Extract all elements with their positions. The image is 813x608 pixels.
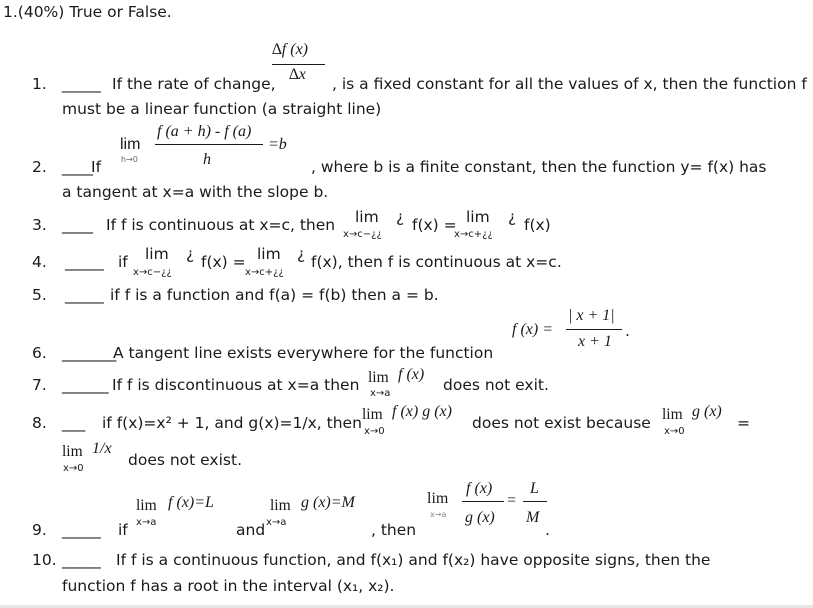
question-4-text-c: f(x), then f is continuous at x=c.: [311, 253, 562, 271]
question-1-blank[interactable]: _____: [62, 75, 101, 93]
question-7-text-b: does not exit.: [443, 376, 549, 394]
question-4-blank[interactable]: _____: [65, 253, 104, 271]
q9-expr-1: f (x)=L: [168, 494, 214, 511]
q8-lim-2: lim: [662, 406, 683, 423]
q9-lim-2-subscript: x→a: [266, 517, 287, 528]
question-5-blank[interactable]: _____: [65, 286, 104, 304]
q6-fraction-bar: [566, 329, 622, 330]
question-3-text-a: If f is continuous at x=c, then: [106, 216, 336, 234]
q4-lim-2-subscript: x→c+¿¿: [245, 267, 284, 278]
q4-lim-1-subscript: x→c−¿¿: [133, 267, 172, 278]
question-10-text-a: If f is a continuous function, and f(x₁) and f(x₂) have opposite signs, then the: [116, 551, 711, 569]
q8-lim-3: lim: [62, 443, 83, 460]
question-6-blank[interactable]: _______: [62, 344, 117, 362]
question-1-number: 1.: [32, 75, 47, 93]
question-8-text-d: does not exist.: [128, 451, 242, 469]
q2-fraction-numerator: f (a + h) - f (a): [157, 123, 252, 140]
q9-lim-2: lim: [270, 497, 291, 514]
question-1-text-c: must be a linear function (a straight line): [62, 100, 382, 118]
q3-lim-2-subscript: x→c+¿¿: [454, 229, 493, 240]
question-4-text-b: f(x) =: [201, 253, 246, 271]
question-8-text-a: if f(x)=x² + 1, and g(x)=1/x, then: [102, 414, 362, 432]
q9-equals: =: [506, 492, 517, 509]
q1-fraction-denominator: ∆x: [289, 66, 306, 83]
question-3-text-c: f(x): [524, 216, 551, 234]
q9-lim-3: lim: [427, 490, 449, 507]
q2-fraction-denominator: h: [203, 151, 211, 168]
q2-lim-subscript: h→0: [121, 155, 138, 164]
q3-lim-2: lim: [466, 208, 490, 226]
q2-rhs: =b: [268, 136, 287, 153]
q8-expr-2: g (x): [692, 403, 722, 420]
q9-fraction-numerator: f (x): [466, 480, 493, 497]
question-8-text-b: does not exist because: [472, 414, 651, 432]
q3-glyph-2: ¿: [508, 208, 517, 226]
q1-fraction-bar: [272, 64, 325, 65]
question-3-text-b: f(x) =: [412, 216, 457, 234]
question-3-number: 3.: [32, 216, 47, 234]
q6-fraction-numerator: | x + 1|: [568, 307, 615, 324]
q4-lim-2: lim: [257, 245, 281, 263]
q3-glyph-1: ¿: [396, 208, 405, 226]
question-5-number: 5.: [32, 286, 47, 304]
question-8-text-c: =: [737, 414, 750, 432]
page-title: 1.(40%) True or False.: [3, 3, 172, 21]
question-7-blank[interactable]: ______: [62, 376, 109, 394]
q9-expr-2: g (x)=M: [301, 494, 355, 511]
q8-lim-2-subscript: x→0: [664, 426, 685, 437]
question-9-text-b: and: [236, 521, 266, 539]
q9-rhs-numerator: L: [530, 480, 539, 497]
question-3-blank[interactable]: ____: [62, 216, 93, 234]
q8-lim-1: lim: [362, 406, 383, 423]
q9-lim-1-subscript: x→a: [136, 517, 157, 528]
q7-expr: f (x): [398, 366, 425, 383]
question-7-text-a: If f is discontinuous at x=a then: [112, 376, 360, 394]
q8-expr-1: f (x) g (x): [392, 403, 452, 420]
question-4-number: 4.: [32, 253, 47, 271]
q3-lim-1-subscript: x→c−¿¿: [343, 229, 382, 240]
q4-lim-1: lim: [145, 245, 169, 263]
question-2-text-b: , where b is a finite constant, then the function y= f(x) has: [311, 158, 767, 176]
q7-lim: lim: [368, 369, 389, 386]
question-4-text-a: if: [118, 253, 128, 271]
q9-lim-1: lim: [136, 497, 157, 514]
question-8-number: 8.: [32, 414, 47, 432]
question-2-blank[interactable]: ____: [62, 158, 93, 176]
q6-fraction-denominator: x + 1: [578, 333, 612, 350]
q6-lhs: f (x) =: [512, 321, 553, 338]
q3-lim-1: lim: [355, 208, 379, 226]
question-1-text-b: , is a fixed constant for all the values of x, then the function f: [332, 75, 807, 93]
q9-rhs-bar: [523, 501, 547, 502]
q8-expr-3: 1/x: [92, 440, 112, 457]
q9-lim-3-subscript: x→a: [430, 510, 447, 519]
q9-end: .: [545, 521, 550, 539]
q2-fraction-bar: [155, 144, 263, 145]
question-1-text-a: If the rate of change,: [112, 75, 276, 93]
question-10-blank[interactable]: _____: [62, 551, 101, 569]
question-10-text-b: function f has a root in the interval (x₁, x₂).: [62, 577, 395, 595]
question-9-number: 9.: [32, 521, 47, 539]
question-9-blank[interactable]: _____: [62, 521, 101, 539]
question-2-number: 2.: [32, 158, 47, 176]
question-9-text-c: , then: [371, 521, 417, 539]
q1-fraction-numerator: ∆f (x): [272, 41, 308, 58]
question-5-text-a: if f is a function and f(a) = f(b) then a = b.: [110, 286, 439, 304]
question-2-text-a: If: [91, 158, 102, 176]
question-9-text-a: if: [118, 521, 128, 539]
question-7-number: 7.: [32, 376, 47, 394]
q8-lim-1-subscript: x→0: [364, 426, 385, 437]
q4-glyph-1: ¿: [186, 245, 195, 263]
question-2-text-c: a tangent at x=a with the slope b.: [62, 183, 329, 201]
q6-end: .: [625, 322, 630, 340]
q9-fraction-bar: [462, 501, 504, 502]
q4-glyph-2: ¿: [297, 245, 306, 263]
q9-rhs-denominator: M: [526, 509, 540, 526]
question-6-number: 6.: [32, 344, 47, 362]
question-6-text-a: A tangent line exists everywhere for the function: [113, 344, 494, 362]
q7-lim-subscript: x→a: [370, 388, 391, 399]
question-8-blank[interactable]: ___: [62, 414, 86, 432]
q9-fraction-denominator: g (x): [465, 509, 495, 526]
q8-lim-3-subscript: x→0: [63, 463, 84, 474]
question-10-number: 10.: [32, 551, 57, 569]
q2-lim: lim: [120, 136, 141, 153]
